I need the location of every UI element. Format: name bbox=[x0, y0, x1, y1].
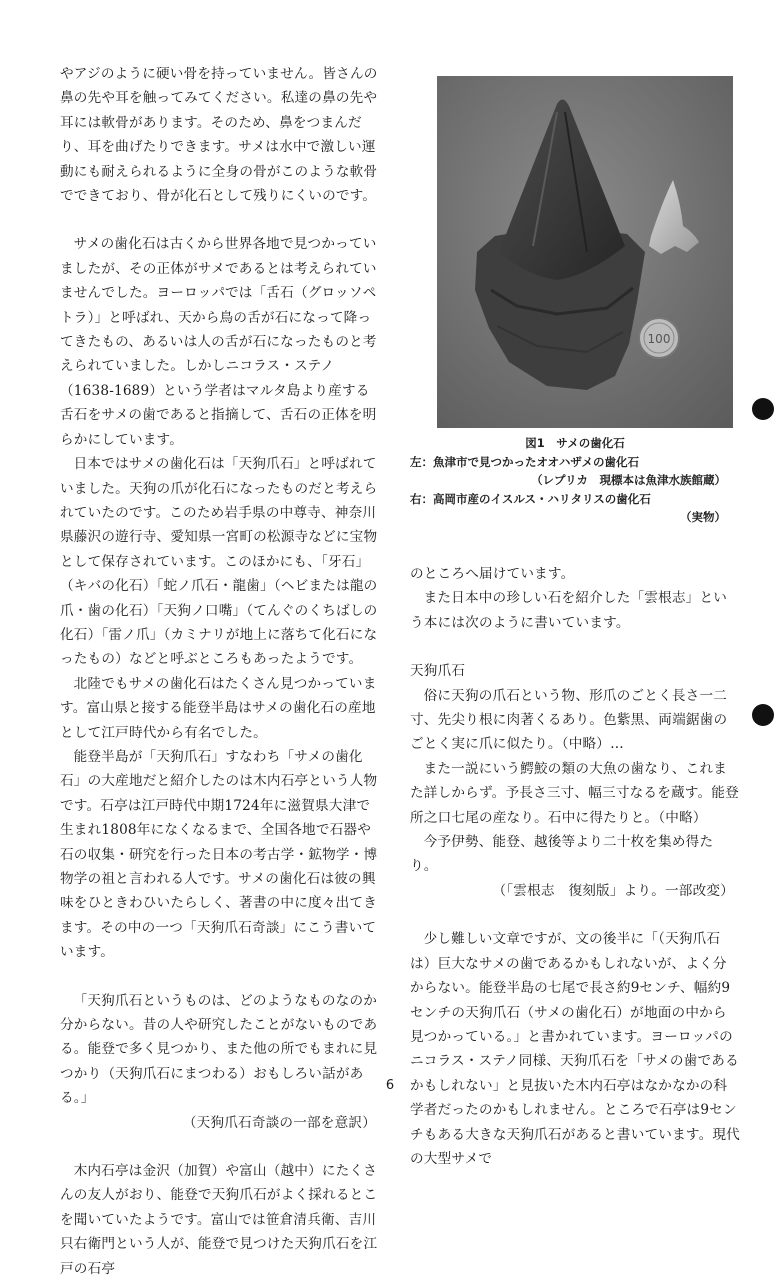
left-text-column bbox=[60, 62, 382, 1281]
shark-tooth-photo bbox=[437, 76, 733, 428]
binder-hole-marker bbox=[752, 704, 774, 726]
paragraph: 木内石亭は金沢（加賀）や富山（越中）にたくさんの友人がおり、能登で天狗爪石がよく採れるとこを聞いていたようです。富山では笹倉清兵衛、吉川只右衛門という人が、能登で見つけた天狗爪石を江戸の石亭 bbox=[60, 1163, 378, 1277]
paragraph: 今予伊勢、能登、越後等より二十枚を集め得たり。 bbox=[410, 834, 714, 875]
page-number: 6 bbox=[385, 1078, 395, 1093]
paragraph: また一説にいう鰐鮫の類の大魚の歯なり、これまた詳しからず。予長さ三寸、幅三寸なるを蔵す。能登所之口七尾の産なり。石中に得たりと。（中略） bbox=[410, 760, 739, 826]
paragraph: 日本ではサメの歯化石は「天狗爪石」と呼ばれていました。天狗の爪が化石になったものだと考えられていたのです。このため岩手県の中尊寺、神奈川県藤沢の遊行寺、愛知県一宮町の松源寺などに宝物として保存されています。このほかにも、「牙石」（キバの化石）「蛇ノ爪石・龍歯」（ヘビまたは龍の爪・歯の化石）「天狗ノ口嘴」（てんぐのくちばしの化石）「雷ノ爪」（カミナリが地上に落ちて化石になったもの）などと呼ぶところもあったようです。 bbox=[60, 456, 378, 668]
caption-line-left: 左：魚津市で見つかったオオハザメの歯化石 bbox=[410, 454, 639, 469]
paragraph: サメの歯化石は古くから世界各地で見つかっていましたが、その正体がサメであるとは考えられていませんでした。ヨーロッパでは「舌石（グロッソペトラ）」と呼ばれ、天から鳥の舌が石になって降ってきたもの、あるいは人の舌が石になったものと考えられていました。しかしニコラス・ステノ（1638-1689）という学者はマルタ島より産する舌石をサメの歯であると指摘して、舌石の正体を明らかにしています。 bbox=[60, 236, 377, 448]
paragraph: また日本中の珍しい石を紹介した「雲根志」という本には次のように書いています。 bbox=[410, 590, 728, 631]
caption-title: 図1 サメの歯化石 bbox=[525, 436, 625, 450]
caption-replica-note: （レプリカ 現標本は魚津水族館蔵） bbox=[531, 473, 726, 487]
figure-caption bbox=[410, 434, 740, 527]
paragraph: 北陸でもサメの歯化石はたくさん見つかっています。富山県と接する能登半島はサメの歯化石の産地として江戸時代から有名でした。 bbox=[60, 675, 377, 741]
coin-label: 100 bbox=[647, 332, 671, 346]
paragraph-gap bbox=[60, 1135, 382, 1159]
quote-source: （「雲根志 復刻版」より。一部改変） bbox=[492, 882, 734, 899]
quote-source: （天狗爪石奇談の一部を意訳） bbox=[182, 1114, 376, 1131]
paragraph-gap bbox=[60, 965, 382, 989]
caption-real-note: （実物） bbox=[680, 510, 726, 524]
paragraph: 少し難しい文章ですが、文の後半に「（天狗爪石は）巨大なサメの歯であるかもしれないが、よく分からない。能登半島の七尾で長さ約9センチ、幅約9センチの天狗爪石（サメの歯化石）が地面の中から見つかっている。」と書かれています。ヨーロッパのニコラス・ステノ同様、天狗爪石を「サメの歯であるかもしれない」と見抜いた木内石亭はなかなかの科学者だったのかもしれません。ところで石亭は9センチもある大きな天狗爪石があると書いています。現代の大型サメで bbox=[410, 931, 740, 1167]
paragraph: 俗に天狗の爪石という物、形爪のごとく長さ一二寸、先尖り根に肉著くるあり。色紫黒、両端鋸歯のごとく実に爪に似たり。（中略）… bbox=[410, 687, 728, 753]
paragraph: 能登半島が「天狗爪石」すなわち「サメの歯化石」の大産地だと紹介したのは木内石亭という人物です。石亭は江戸時代中期1724年に滋賀県大津で生まれ1808年になくなるまで、全国各地で石器や石の収集・研究を行った日本の考古学・鉱物学・博物学の祖と言われる人です。サメの歯化石は彼の興味をひときわひいたらしく、著書の中に度々出てきます。その中の一つ「天狗爪石奇談」にこう書いています。 bbox=[60, 748, 378, 961]
caption-line-right: 右：高岡市産のイスルス・ハリタリスの歯化石 bbox=[410, 491, 651, 506]
paragraph: 「天狗爪石というものは、どのようなものなのか分からない。昔の人や研究したことがないものである。能登で多く見つかり、また他の所でもまれに見つかり（天狗爪石にまつわる）おもしろい話がある。」 bbox=[60, 992, 378, 1107]
binder-hole-marker bbox=[752, 398, 774, 420]
paragraph: 天狗爪石 bbox=[410, 663, 466, 680]
paragraph-gap bbox=[410, 635, 740, 659]
paragraph-gap bbox=[410, 903, 740, 927]
paragraph-gap bbox=[60, 208, 382, 232]
paragraph: のところへ届けています。 bbox=[410, 566, 575, 582]
paragraph: やアジのように硬い骨を持っていません。皆さんの鼻の先や耳を触ってみてください。私達の鼻の先や耳には軟骨があります。そのため、鼻をつまんだり、耳を曲げたりできます。サメは水中で激しい運動にも耐えられるように全身の骨がこのような軟骨でできており、骨が化石として残りにくいのです。 bbox=[60, 66, 378, 205]
